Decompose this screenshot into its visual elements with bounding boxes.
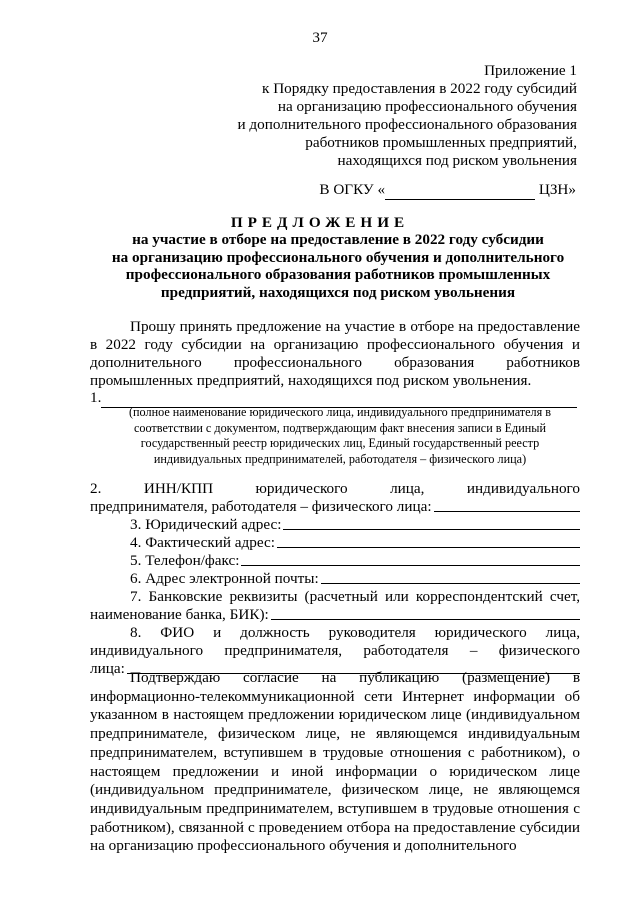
- appendix-title: Приложение 1: [484, 62, 577, 79]
- email-field[interactable]: [321, 583, 580, 584]
- appendix-line: к Порядку предоставления в 2022 году субсидий: [262, 80, 577, 97]
- head-label-line-1: 8. ФИО и должность руководителя юридического лица,: [130, 624, 580, 641]
- addressee-suffix: ЦЗН»: [538, 181, 576, 198]
- appendix-line: работников промышленных предприятий,: [305, 134, 577, 151]
- item-1-number: 1.: [90, 389, 102, 406]
- addressee-line: [319, 181, 576, 200]
- inn-label-line-2: предпринимателя, работодателя – физического лица:: [90, 498, 432, 515]
- subtitle-line: на участие в отборе на предоставление в 2022 году субсидии: [132, 231, 544, 248]
- bank-label-line-1: 7. Банковские реквизиты (расчетный или корреспондентский счет,: [130, 588, 580, 605]
- appendix-line: на организацию профессионального обучения: [277, 98, 577, 115]
- addressee-prefix: В ОГКУ «: [319, 181, 386, 198]
- page-number: 37: [312, 29, 328, 46]
- bank-details-field[interactable]: [271, 619, 580, 620]
- addressee-blank-field[interactable]: [385, 181, 535, 200]
- item-1-hint: (полное наименование юридического лица, индивидуального предпринимателя в соответствии с документом, подтверждающим факт внесения записи в Единый государственный реестр юридических лиц, Единый государственный реестр индивидуальных предпринимателей, работодателя – физического лица): [128, 405, 552, 466]
- inn-row: [90, 498, 580, 516]
- email-label: 6. Адрес электронной почты:: [130, 570, 319, 587]
- actual-address-row: [90, 534, 580, 552]
- document-subtitle: [90, 231, 586, 301]
- bank-row: [90, 606, 580, 624]
- intro-paragraph: Прошу принять предложение на участие в отборе на предоставление в 2022 году субсидии на организацию профессионального обучения и дополнительного профессионального образования работников промышленных предприятий, находящихся под риском увольнения.: [90, 318, 580, 389]
- appendix-line: находящихся под риском увольнения: [337, 152, 577, 169]
- inn-kpp-field[interactable]: [434, 511, 580, 512]
- phone-fax-row: [90, 552, 580, 570]
- consent-paragraph: Подтверждаю согласие на публикацию (размещение) в информационно-телекоммуникационной сети Интернет информации об указанном в настоящем предложении юридическом лице (индивидуальном предпринимателе, физическом лице, не являющемся индивидуальным предпринимателем, вступившем в трудовые отношения с работником), о настоящем предложении и иной информации о юридическом лице (индивидуальном предпринимателе, физическом лице, не являющемся индивидуальным предпринимателем, вступившем в трудовые отношения с работником), связанной с проведением отбора на предоставление субсидии на организацию профессионального обучения и дополнительного: [90, 669, 580, 855]
- appendix-line: и дополнительного профессионального образования: [237, 116, 577, 133]
- email-row: [90, 570, 580, 588]
- subtitle-line: профессионального образования работников промышленных: [125, 266, 551, 283]
- subtitle-line: предприятий, находящихся под риском увольнения: [160, 283, 516, 301]
- phone-fax-field[interactable]: [241, 565, 580, 566]
- phone-fax-label: 5. Телефон/факс:: [130, 552, 240, 569]
- inn-label-line-1: 2. ИНН/КПП юридического лица, индивидуального: [90, 480, 580, 497]
- legal-address-row: [90, 516, 580, 534]
- form-items: [90, 480, 580, 678]
- legal-address-label: 3. Юридический адрес:: [130, 516, 282, 533]
- document-title: ПРЕДЛОЖЕНИЕ: [230, 214, 410, 231]
- actual-address-label: 4. Фактический адрес:: [130, 534, 275, 551]
- actual-address-field[interactable]: [277, 547, 580, 548]
- subtitle-line: на организацию профессионального обучения и дополнительного: [111, 248, 565, 266]
- head-label-line-2: индивидуального предпринимателя, работодателя – физического: [90, 642, 580, 659]
- legal-address-field[interactable]: [283, 529, 580, 530]
- bank-label-line-2: наименование банка, БИК):: [90, 606, 269, 623]
- appendix-header: [197, 62, 577, 170]
- head-label-line-3: лица:: [90, 660, 125, 677]
